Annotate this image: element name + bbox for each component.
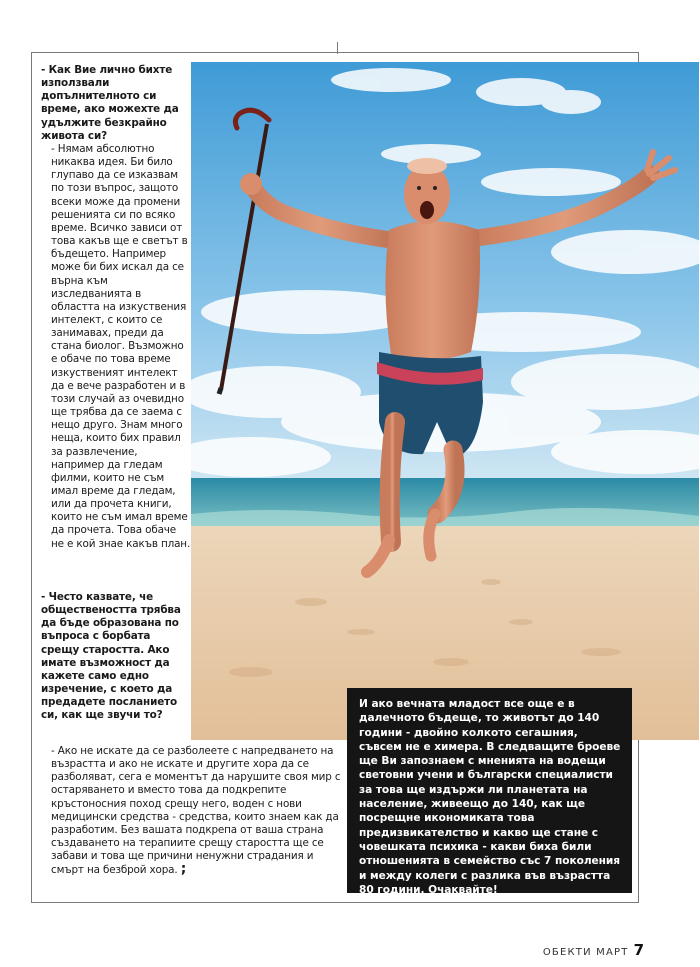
answer-2-block bbox=[41, 745, 341, 878]
frame-top-right bbox=[337, 52, 639, 53]
answer-2: - Ако не искате да се разболеете с напредването на възрастта и ако не искате и другите хора да се разболяват, сега е моментът да нарушите своя мир с остаряването и вместо това да подкрепите кръстоносния поход срещу него, воден с нови медицински средства - средства, които знаем как да разработим. Без вашата подкрепа от ваша страна създаването на терапиите срещу старостта ще се забави и това ще причини ненужни страдания и смърт на безброй хора. bbox=[51, 745, 341, 877]
article-photo bbox=[191, 62, 699, 740]
end-mark: ; bbox=[180, 861, 187, 878]
page-number: 7 bbox=[633, 941, 644, 959]
page-folio bbox=[543, 941, 644, 959]
teaser-callout bbox=[347, 688, 632, 896]
callout-text: И ако вечната младост все още е в далечното бъдеще, то животът до 140 години - двойно колкото сегашния, съвсем не е химера. В следващите броеве ще Ви запознаем с мненията на водещи световни учени и български специалисти за това ще издържи ли планетата на население, живеещо до 140, как ще посрещне икономиката това предизвикателство и какво ще стане с човешката психика - какви биха били отношенията в семейство със 7 поколения и между колеги с разлика във възрастта 80 години. Очаквайте! bbox=[359, 698, 621, 896]
magazine-name: ОБЕКТИ МАРТ bbox=[542, 947, 629, 958]
answer-1: - Нямам абсолютно никаква идея. Би било глупаво да се изказвам по този въпрос, защото всеки може да промени решенията си по всяко време. Всичко зависи от това какъв ще е светът в бъдещето. Например може би бих искал да се върна към изследванията в областта на изкуствения интелект, с които се занимавах, преди да стана биолог. Възможно е обаче по това време изкуственият интелект да е вече разработен и в този случай аз очевидно ще трябва да се заема с нещо друго. Знам много неща, които бих правил за развлечение, например да гледам филми, които не съм имал време да гледам, или да прочета книги, които не съм имал време да прочета. Това обаче не е кой знае какъв план. bbox=[51, 142, 191, 550]
frame-bottom bbox=[31, 902, 639, 903]
frame-divider bbox=[337, 42, 338, 54]
frame-top-left bbox=[31, 52, 337, 53]
question-1: - Как Вие лично бихте използвали допълнителното си време, ако можехте да удължите безкрайно живота си? bbox=[41, 64, 179, 142]
interview-column-bottom bbox=[41, 591, 191, 723]
question-2: - Често казвате, че обществеността трябва да бъде образована по въпроса с борбата срещу старостта. Ако имате възможност да кажете само едно изречение, с което да предадете посланието си, как ще звучи то? bbox=[41, 591, 181, 722]
interview-column-top bbox=[41, 64, 191, 551]
frame-left bbox=[31, 52, 32, 903]
